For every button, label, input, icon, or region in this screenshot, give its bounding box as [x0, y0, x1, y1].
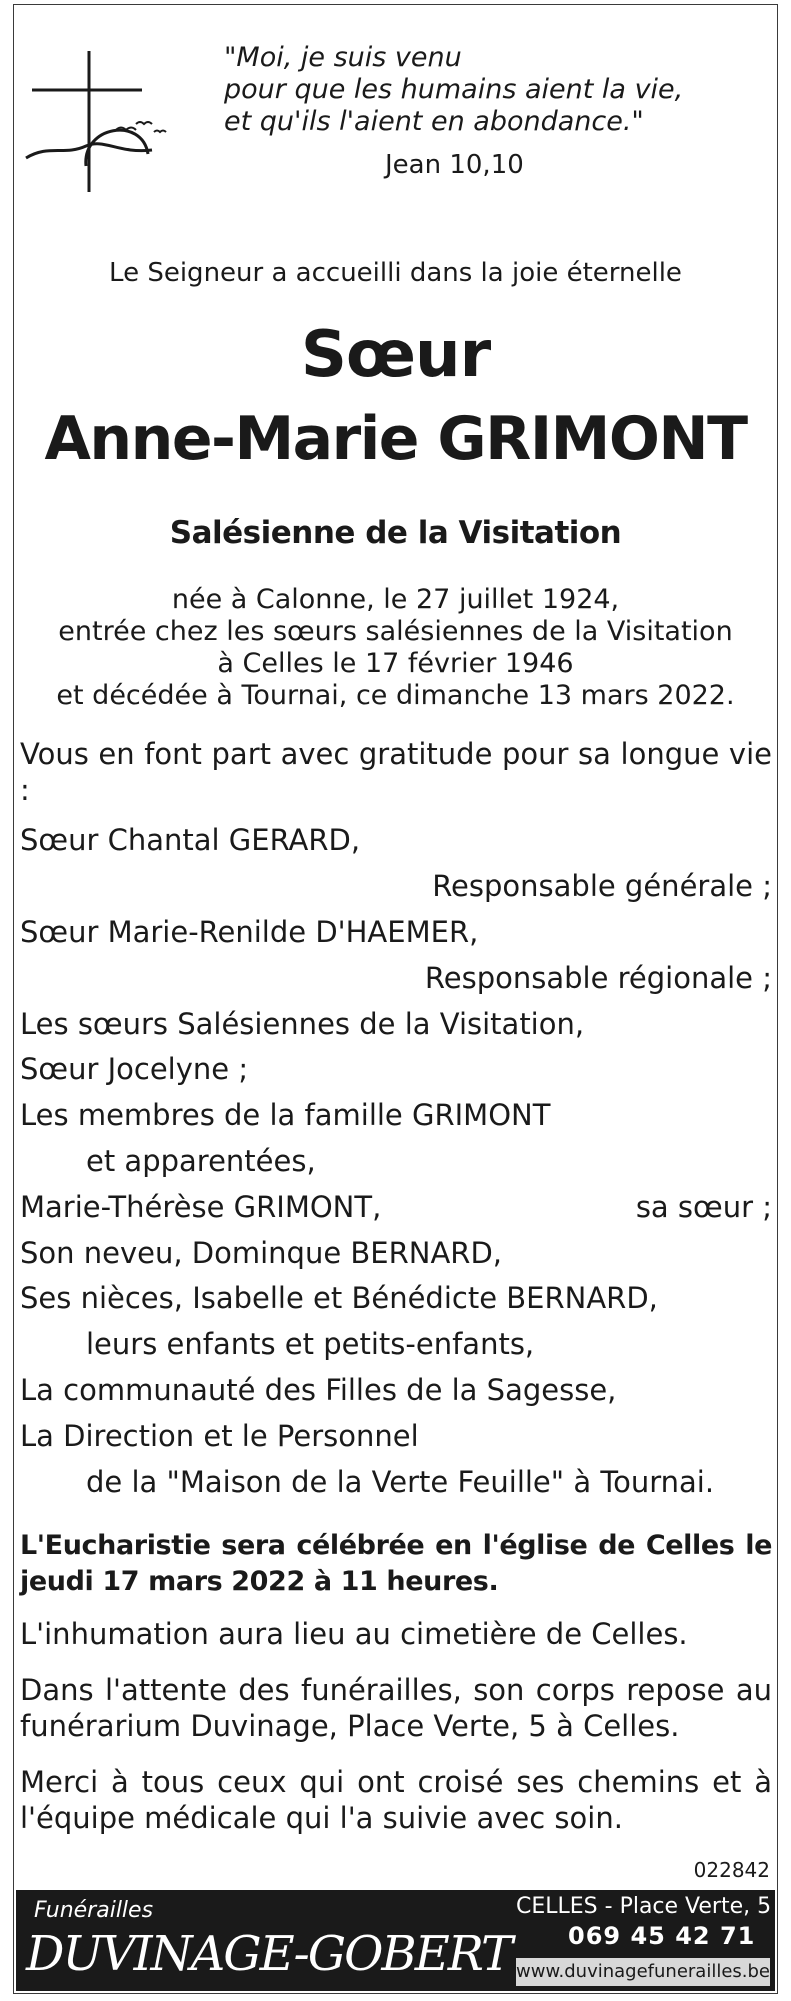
mourner-role: sa sœur ;: [635, 1190, 772, 1224]
mourners-list: [20, 823, 772, 1503]
mourner-role: Responsable générale ;: [432, 869, 772, 903]
footer-phone: 069 45 42 71: [568, 1922, 756, 1950]
quote-line: pour que les humains aient la vie,: [224, 74, 684, 105]
footer-address: CELLES - Place Verte, 5: [516, 1894, 772, 1919]
footer-label: Funérailles: [34, 1898, 154, 1923]
mourner-line: Sœur Chantal GERARD,: [20, 823, 361, 857]
cross-sun-bird-icon: [24, 46, 174, 196]
mourner-line: Sœur Jocelyne ;: [20, 1052, 249, 1086]
wake-text: Dans l'attente des funérailles, son corps repose au funérarium Duvinage, Place Verte, 5 à Celles.: [20, 1673, 772, 1743]
deceased-name: Anne-Marie GRIMONT: [44, 404, 747, 474]
quote-line: et qu'ils l'aient en abondance.": [224, 106, 644, 137]
mourner-line: La Direction et le Personnel: [20, 1419, 419, 1453]
congregation: Salésienne de la Visitation: [169, 515, 622, 551]
thanks-text: Merci à tous ceux qui ont croisé ses chemins et à l'équipe médicale qui l'a suivie avec soin.: [20, 1765, 772, 1835]
bio-line: entrée chez les sœurs salésiennes de la Visitation: [58, 616, 733, 647]
bio-line: née à Calonne, le 27 juillet 1924,: [171, 584, 620, 615]
biography: [13, 584, 778, 712]
mourner-role: Responsable régionale ;: [424, 961, 772, 995]
quote-reference: Jean 10,10: [385, 150, 524, 180]
burial-block: [20, 1616, 772, 1652]
company-logo-text: DUVINAGE-GOBERT: [26, 1926, 512, 1982]
burial-text: L'inhumation aura lieu au cimetière de Celles.: [20, 1617, 688, 1651]
wake-block: [20, 1672, 772, 1744]
mourner-line: Ses nièces, Isabelle et Bénédicte BERNARD,: [20, 1281, 658, 1315]
reference-number: 022842: [693, 1858, 770, 1882]
mourner-line: et apparentées,: [86, 1144, 316, 1178]
mourner-line: Les sœurs Salésiennes de la Visitation,: [20, 1007, 585, 1041]
funeral-home-footer: [16, 1890, 775, 1991]
eucharist-text: L'Eucharistie sera célébrée en l'église de Celles le jeudi 17 mars 2022 à 11 heures.: [20, 1530, 772, 1597]
deceased-title: Sœur: [300, 318, 491, 392]
mourner-line: Marie-Thérèse GRIMONT,: [20, 1190, 382, 1224]
thanks-block: [20, 1764, 772, 1836]
mourner-line: La communauté des Filles de la Sagesse,: [20, 1373, 617, 1407]
bio-line: et décédée à Tournai, ce dimanche 13 mars 2022.: [56, 680, 735, 711]
announcement-block: [20, 736, 772, 808]
bio-line: à Celles le 17 février 1946: [217, 648, 574, 679]
mourner-line: Son neveu, Dominque BERNARD,: [20, 1236, 502, 1270]
eucharist-block: [20, 1528, 772, 1600]
footer-website[interactable]: www.duvinagefunerailles.be: [516, 1958, 770, 1986]
announcement: Vous en font part avec gratitude pour sa longue vie :: [20, 737, 772, 807]
quote-line: "Moi, je suis venu: [224, 42, 462, 73]
mourner-line: de la "Maison de la Verte Feuille" à Tournai.: [86, 1465, 715, 1499]
mourner-line: leurs enfants et petits-enfants,: [86, 1327, 535, 1361]
mourner-line: Sœur Marie-Renilde D'HAEMER,: [20, 915, 479, 949]
mourner-line: Les membres de la famille GRIMONT: [20, 1098, 551, 1132]
intro-line: Le Seigneur a accueilli dans la joie éternelle: [109, 258, 682, 288]
scripture-quote: [224, 42, 744, 138]
